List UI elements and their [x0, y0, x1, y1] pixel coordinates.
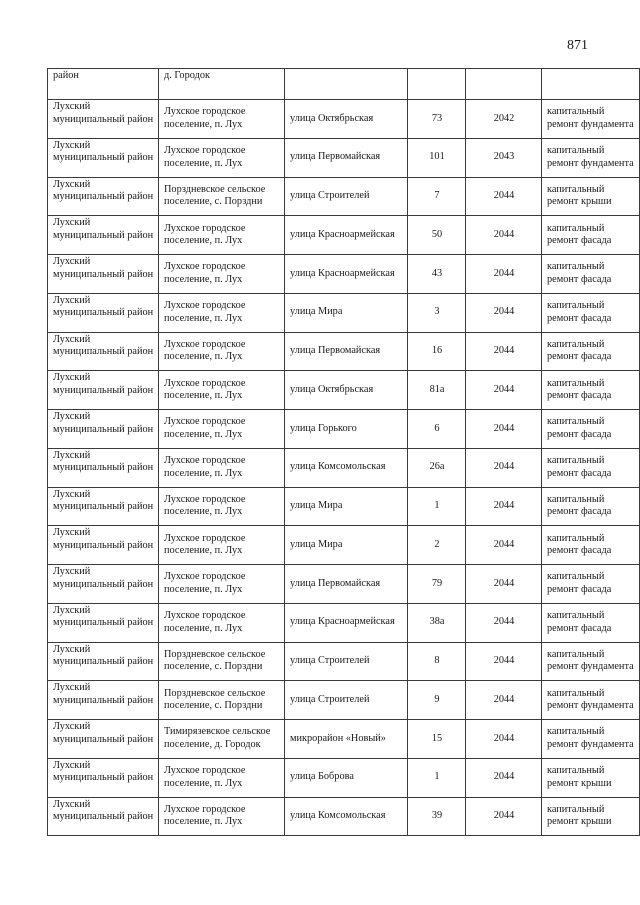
cell-street: улица Мира — [285, 526, 408, 565]
cell-district: Лухский муниципальный район — [48, 797, 159, 836]
table-row-continuation — [48, 69, 640, 100]
cell-work: капитальный ремонт фасада — [542, 216, 640, 255]
cell-street: улица Горького — [285, 410, 408, 449]
cell-house: 73 — [408, 100, 466, 139]
cell-house: 38а — [408, 603, 466, 642]
cell-settlement: Лухское городское поселение, п. Лух — [159, 526, 285, 565]
cell-work: капитальный ремонт крыши — [542, 758, 640, 797]
cell-year: 2044 — [466, 371, 542, 410]
table-row — [48, 371, 640, 410]
table-row — [48, 332, 640, 371]
cell-year: 2043 — [466, 138, 542, 177]
cell-work: капитальный ремонт фундамента — [542, 138, 640, 177]
cell-street: улица Первомайская — [285, 565, 408, 604]
cell-year: 2042 — [466, 100, 542, 139]
cell-settlement: Лухское городское поселение, п. Лух — [159, 332, 285, 371]
cell-district: Лухский муниципальный район — [48, 255, 159, 294]
cell-work: капитальный ремонт фундамента — [542, 681, 640, 720]
cell-street: улица Мира — [285, 487, 408, 526]
table-row — [48, 100, 640, 139]
cell-street: улица Красноармейская — [285, 255, 408, 294]
cell-work — [542, 69, 640, 100]
registry-table — [47, 68, 640, 836]
cell-house: 6 — [408, 410, 466, 449]
table-row — [48, 565, 640, 604]
cell-street: улица Октябрьская — [285, 100, 408, 139]
cell-district: Лухский муниципальный район — [48, 371, 159, 410]
cell-year: 2044 — [466, 565, 542, 604]
cell-house: 9 — [408, 681, 466, 720]
cell-work: капитальный ремонт фасада — [542, 565, 640, 604]
cell-year: 2044 — [466, 410, 542, 449]
cell-house: 79 — [408, 565, 466, 604]
cell-settlement: д. Городок — [159, 69, 285, 100]
cell-street: улица Первомайская — [285, 138, 408, 177]
cell-year: 2044 — [466, 255, 542, 294]
cell-settlement: Лухское городское поселение, п. Лух — [159, 565, 285, 604]
cell-settlement: Лухское городское поселение, п. Лух — [159, 138, 285, 177]
page-number: 871 — [567, 38, 588, 53]
table-row — [48, 720, 640, 759]
cell-settlement: Лухское городское поселение, п. Лух — [159, 448, 285, 487]
cell-district: Лухский муниципальный район — [48, 293, 159, 332]
cell-house — [408, 69, 466, 100]
cell-work: капитальный ремонт фундамента — [542, 720, 640, 759]
cell-district: Лухский муниципальный район — [48, 100, 159, 139]
cell-street: микрорайон «Новый» — [285, 720, 408, 759]
cell-house: 3 — [408, 293, 466, 332]
cell-settlement: Лухское городское поселение, п. Лух — [159, 293, 285, 332]
cell-work: капитальный ремонт фасада — [542, 448, 640, 487]
table-row — [48, 487, 640, 526]
cell-settlement: Лухское городское поселение, п. Лух — [159, 216, 285, 255]
cell-district: Лухский муниципальный район — [48, 526, 159, 565]
cell-district: Лухский муниципальный район — [48, 138, 159, 177]
cell-settlement: Лухское городское поселение, п. Лух — [159, 603, 285, 642]
cell-work: капитальный ремонт фасада — [542, 526, 640, 565]
cell-street — [285, 69, 408, 100]
table-row — [48, 681, 640, 720]
table-row — [48, 642, 640, 681]
cell-street: улица Строителей — [285, 681, 408, 720]
table-row — [48, 526, 640, 565]
cell-district: Лухский муниципальный район — [48, 487, 159, 526]
cell-settlement: Порздневское сельское поселение, с. Порздни — [159, 177, 285, 216]
table-row — [48, 758, 640, 797]
cell-house: 26а — [408, 448, 466, 487]
cell-district: Лухский муниципальный район — [48, 177, 159, 216]
cell-house: 1 — [408, 758, 466, 797]
cell-settlement: Лухское городское поселение, п. Лух — [159, 758, 285, 797]
cell-house: 1 — [408, 487, 466, 526]
cell-settlement: Порздневское сельское поселение, с. Порздни — [159, 681, 285, 720]
cell-work: капитальный ремонт фасада — [542, 371, 640, 410]
cell-street: улица Октябрьская — [285, 371, 408, 410]
cell-work: капитальный ремонт фасада — [542, 487, 640, 526]
cell-district: район — [48, 69, 159, 100]
cell-year: 2044 — [466, 642, 542, 681]
cell-district: Лухский муниципальный район — [48, 720, 159, 759]
cell-street: улица Боброва — [285, 758, 408, 797]
cell-settlement: Лухское городское поселение, п. Лух — [159, 100, 285, 139]
cell-work: капитальный ремонт фундамента — [542, 100, 640, 139]
table-row — [48, 293, 640, 332]
cell-street: улица Красноармейская — [285, 603, 408, 642]
cell-work: капитальный ремонт фасада — [542, 603, 640, 642]
cell-year: 2044 — [466, 177, 542, 216]
cell-settlement: Тимирязевское сельское поселение, д. Городок — [159, 720, 285, 759]
cell-year — [466, 69, 542, 100]
cell-year: 2044 — [466, 797, 542, 836]
cell-settlement: Лухское городское поселение, п. Лух — [159, 255, 285, 294]
cell-year: 2044 — [466, 526, 542, 565]
cell-work: капитальный ремонт крыши — [542, 177, 640, 216]
cell-district: Лухский муниципальный район — [48, 216, 159, 255]
cell-house: 8 — [408, 642, 466, 681]
cell-settlement: Лухское городское поселение, п. Лух — [159, 410, 285, 449]
table-row — [48, 410, 640, 449]
cell-district: Лухский муниципальный район — [48, 603, 159, 642]
cell-street: улица Строителей — [285, 642, 408, 681]
cell-settlement: Порздневское сельское поселение, с. Порздни — [159, 642, 285, 681]
cell-work: капитальный ремонт фасада — [542, 255, 640, 294]
cell-district: Лухский муниципальный район — [48, 642, 159, 681]
cell-street: улица Комсомольская — [285, 797, 408, 836]
cell-settlement: Лухское городское поселение, п. Лух — [159, 487, 285, 526]
cell-district: Лухский муниципальный район — [48, 565, 159, 604]
cell-house: 16 — [408, 332, 466, 371]
cell-work: капитальный ремонт фундамента — [542, 642, 640, 681]
cell-year: 2044 — [466, 720, 542, 759]
table-row — [48, 603, 640, 642]
cell-district: Лухский муниципальный район — [48, 758, 159, 797]
cell-house: 101 — [408, 138, 466, 177]
cell-house: 15 — [408, 720, 466, 759]
cell-year: 2044 — [466, 332, 542, 371]
cell-street: улица Мира — [285, 293, 408, 332]
cell-year: 2044 — [466, 681, 542, 720]
cell-house: 43 — [408, 255, 466, 294]
cell-work: капитальный ремонт крыши — [542, 797, 640, 836]
cell-district: Лухский муниципальный район — [48, 410, 159, 449]
cell-work: капитальный ремонт фасада — [542, 332, 640, 371]
cell-settlement: Лухское городское поселение, п. Лух — [159, 797, 285, 836]
table-row — [48, 255, 640, 294]
cell-work: капитальный ремонт фасада — [542, 410, 640, 449]
cell-year: 2044 — [466, 448, 542, 487]
cell-year: 2044 — [466, 216, 542, 255]
cell-street: улица Красноармейская — [285, 216, 408, 255]
table-row — [48, 216, 640, 255]
cell-district: Лухский муниципальный район — [48, 448, 159, 487]
table-row — [48, 448, 640, 487]
cell-year: 2044 — [466, 758, 542, 797]
table-row — [48, 177, 640, 216]
cell-house: 7 — [408, 177, 466, 216]
cell-settlement: Лухское городское поселение, п. Лух — [159, 371, 285, 410]
cell-year: 2044 — [466, 487, 542, 526]
cell-street: улица Комсомольская — [285, 448, 408, 487]
cell-house: 81а — [408, 371, 466, 410]
table-row — [48, 797, 640, 836]
cell-house: 39 — [408, 797, 466, 836]
table-row — [48, 138, 640, 177]
cell-year: 2044 — [466, 293, 542, 332]
cell-house: 2 — [408, 526, 466, 565]
cell-street: улица Первомайская — [285, 332, 408, 371]
cell-house: 50 — [408, 216, 466, 255]
cell-district: Лухский муниципальный район — [48, 332, 159, 371]
cell-district: Лухский муниципальный район — [48, 681, 159, 720]
cell-street: улица Строителей — [285, 177, 408, 216]
cell-work: капитальный ремонт фасада — [542, 293, 640, 332]
cell-year: 2044 — [466, 603, 542, 642]
